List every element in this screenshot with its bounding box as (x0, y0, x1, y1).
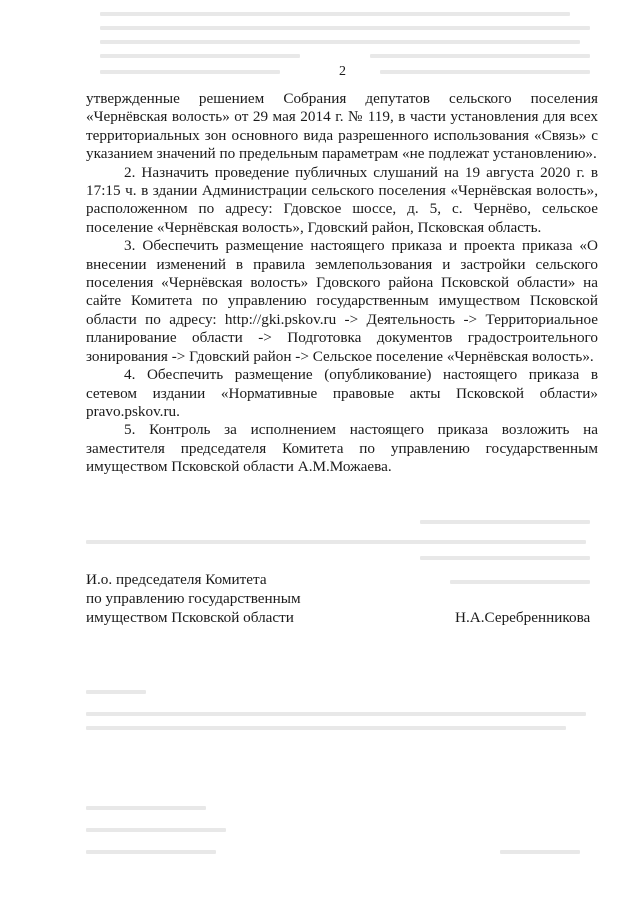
signatory-name: Н.А.Серебренникова (455, 609, 591, 626)
document-body (86, 90, 598, 477)
paragraph-continuation: утвержденные решением Собрания депутатов сельского поселения «Чернёвская волость» от 29 мая 2014 г. № 119, в части установления для всех территориальных зон основного вида разрешенного использования «Связь» с указанием значений по предельным параметрам «не подлежат установлению». (86, 90, 598, 163)
page-number: 2 (339, 64, 346, 79)
signatory-position-line: имуществом Псковской области (86, 609, 294, 626)
signatory-position (86, 570, 301, 627)
signatory-position-line: по управлению государственным (86, 590, 301, 607)
paragraph-item-3: 3. Обеспечить размещение настоящего приказа и проекта приказа «О внесении изменений в правила землепользования и застройки сельского поселения «Чернёвская волость» Гдовского района Псковской области» на сайте Комитета по управлению государственным имуществом Псковской области по адресу: http://gki.pskov.ru -> Деятельность -> Территориальное планирование области -> Подготовка документов градостроительного зонирования -> Гдовский район -> Сельское поселение «Чернёвская волость». (86, 237, 598, 365)
paragraph-item-2: 2. Назначить проведение публичных слушаний на 19 августа 2020 г. в 17:15 ч. в здании Администрации сельского поселения «Чернёвская волость», расположенном по адресу: Гдовское шоссе, д. 5, с. Чернёво, сельское поселение «Чернёвская волость», Гдовский район, Псковская область. (86, 163, 598, 236)
paragraph-item-5: 5. Контроль за исполнением настоящего приказа возложить на заместителя председателя Комитета по управлению государственным имуществом Псковской области А.М.Можаева. (86, 421, 598, 476)
signatory-position-line: И.о. председателя Комитета (86, 571, 267, 588)
paragraph-item-4: 4. Обеспечить размещение (опубликование) настоящего приказа в сетевом издании «Нормативные правовые акты Псковской области» pravo.pskov.ru. (86, 366, 598, 420)
